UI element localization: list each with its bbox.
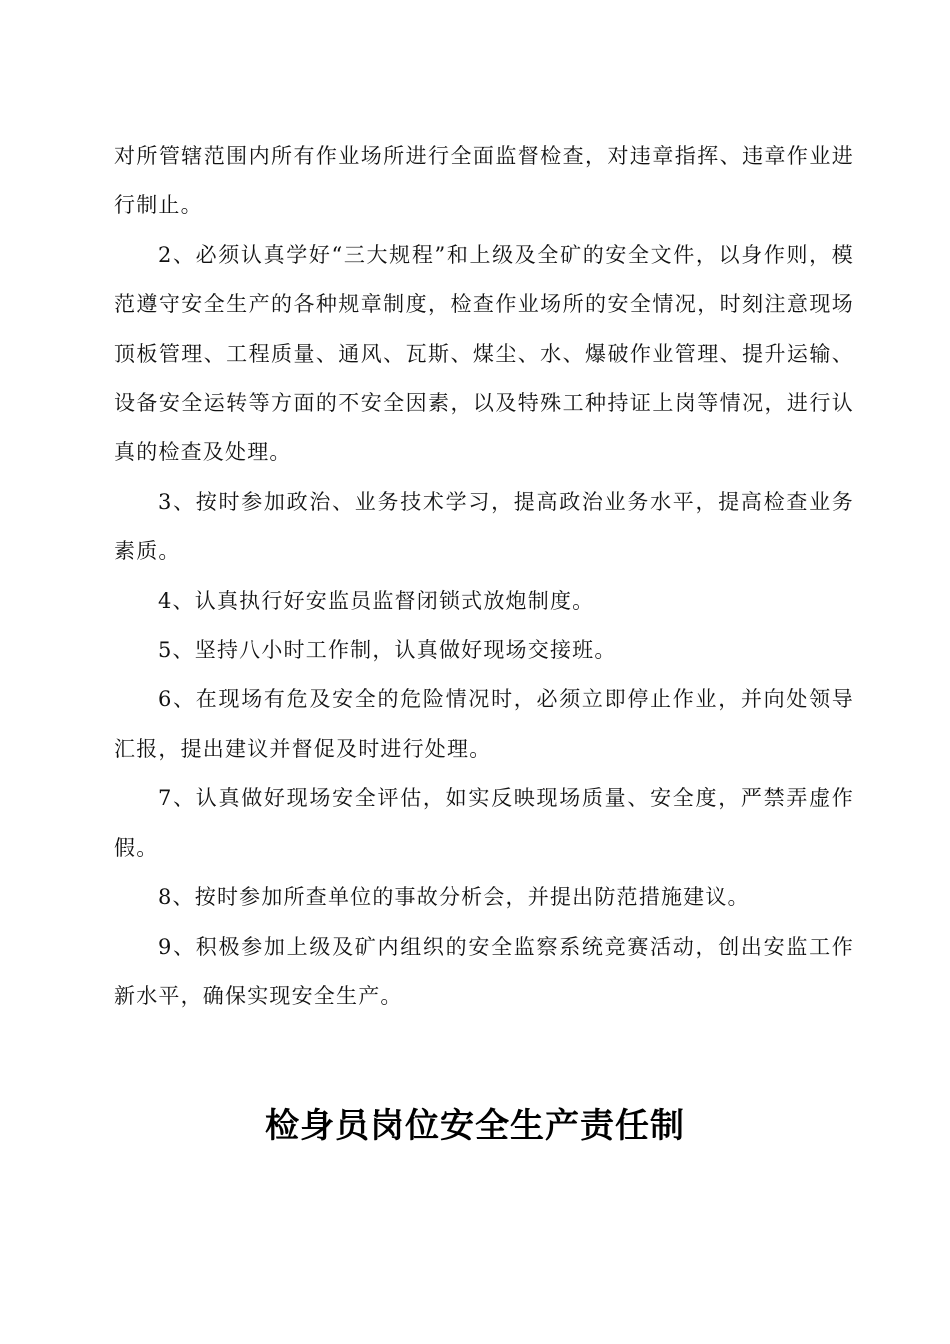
paragraph-continuation: 对所管辖范围内所有作业场所进行全面监督检查，对违章指挥、违章作业进行制止。 [114,144,854,218]
paragraph-item-2: 2、必须认真学好“三大规程”和上级及全矿的安全文件，以身作则，模范遵守安全生产的各种规章制度，检查作业场所的安全情况，时刻注意现场顶板管理、工程质量、通风、瓦斯、煤尘、水、爆破作业管理、提升运输、设备安全运转等方面的不安全因素，以及特殊工种持证上岗等情况，进行认真的检查及处理。 [114,242,854,465]
paragraph-item-5: 5、坚持八小时工作制，认真做好现场交接班。 [158,638,617,663]
paragraph-item-9: 9、积极参加上级及矿内组织的安全监察系统竞赛活动，创出安监工作新水平，确保实现安全生产。 [114,934,854,1008]
paragraph-item-4: 4、认真执行好安监员监督闭锁式放炮制度。 [158,588,595,613]
paragraph-item-8: 8、按时参加所查单位的事故分析会，并提出防范措施建议。 [158,885,750,910]
paragraph-item-6: 6、在现场有危及安全的危险情况时，必须立即停止作业，并向处领导汇报，提出建议并督促及时进行处理。 [114,687,854,761]
document-body [114,132,854,1021]
section-title: 检身员岗位安全生产责任制 [265,1106,685,1146]
paragraph-item-3: 3、按时参加政治、业务技术学习，提高政治业务水平，提高检查业务素质。 [114,489,854,564]
paragraph-item-7: 7、认真做好现场安全评估，如实反映现场质量、安全度，严禁弄虚作假。 [114,786,854,860]
